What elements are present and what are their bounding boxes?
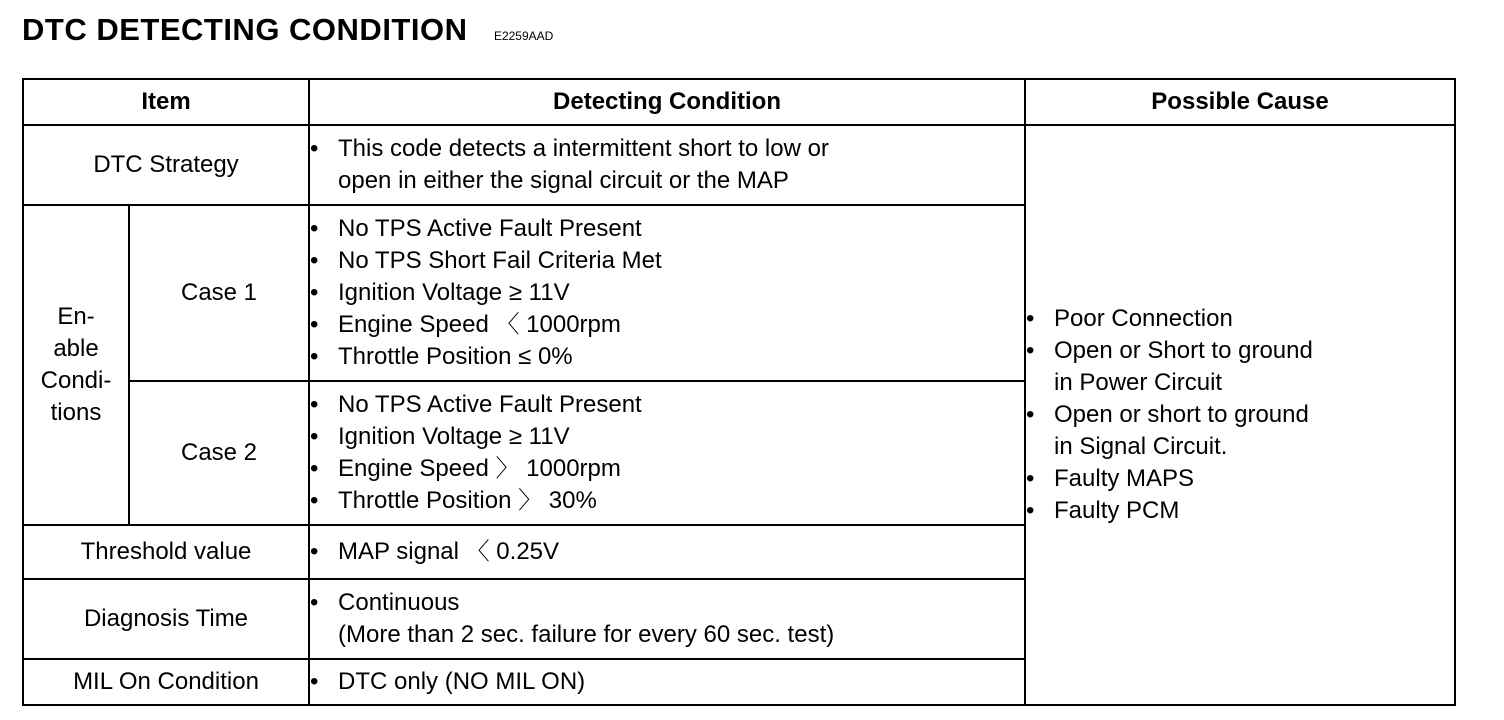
condition-item: • MAP signal 〈 0.25V — [310, 536, 1024, 568]
strategy-bullet — [310, 133, 1024, 197]
case-1-label: Case 1 — [129, 205, 309, 381]
header-item: Item — [23, 79, 309, 125]
mil-condition — [309, 659, 1025, 705]
condition-item: • No TPS Short Fail Criteria Met — [310, 245, 1024, 277]
condition-item: • Throttle Position ≤ 0% — [310, 341, 1024, 373]
condition-item: • No TPS Active Fault Present — [310, 213, 1024, 245]
condition-item: • No TPS Active Fault Present — [310, 389, 1024, 421]
mil-label: MIL On Condition — [23, 659, 309, 705]
case-2-label: Case 2 — [129, 381, 309, 525]
cause-item: • Poor Connection — [1026, 303, 1454, 335]
condition-item: • Engine Speed 〉 1000rpm — [310, 453, 1024, 485]
figure-code: E2259AAD — [493, 29, 554, 43]
condition-item: • Ignition Voltage ≥ 11V — [310, 277, 1024, 309]
header-row — [23, 79, 1455, 125]
row-strategy — [23, 125, 1455, 205]
diagnosis-condition — [309, 579, 1025, 659]
diagnosis-label: Diagnosis Time — [23, 579, 309, 659]
strategy-condition — [309, 125, 1025, 205]
case-1-conditions — [309, 205, 1025, 381]
condition-item: • DTC only (NO MIL ON) — [310, 666, 1024, 698]
strategy-line: • This code detects a intermittent short to low or — [338, 135, 829, 162]
enable-conditions-label: En- able Condi- tions — [23, 205, 129, 525]
strategy-label: DTC Strategy — [23, 125, 309, 205]
strategy-line: open in either the signal circuit or the MAP — [338, 167, 789, 194]
cause-item: • Faulty MAPS — [1026, 463, 1454, 495]
cause-item: • Faulty PCM — [1026, 495, 1454, 527]
threshold-label: Threshold value — [23, 525, 309, 579]
dtc-condition-table — [22, 78, 1456, 706]
header-cause: Possible Cause — [1025, 79, 1455, 125]
page-title: DTC DETECTING CONDITION — [22, 12, 468, 47]
condition-item: • Ignition Voltage ≥ 11V — [310, 421, 1024, 453]
condition-item: • Engine Speed 〈 1000rpm — [310, 309, 1024, 341]
condition-item: • Throttle Position 〉 30% — [310, 485, 1024, 517]
condition-item: • Continuous (More than 2 sec. failure for every 60 sec. test) — [310, 587, 1024, 651]
possible-cause-cell — [1025, 125, 1455, 705]
case-2-conditions — [309, 381, 1025, 525]
threshold-condition — [309, 525, 1025, 579]
page-header — [22, 12, 553, 48]
cause-item: • Open or Short to ground in Power Circuit — [1026, 335, 1454, 399]
header-condition: Detecting Condition — [309, 79, 1025, 125]
cause-item: • Open or short to ground in Signal Circuit. — [1026, 399, 1454, 463]
